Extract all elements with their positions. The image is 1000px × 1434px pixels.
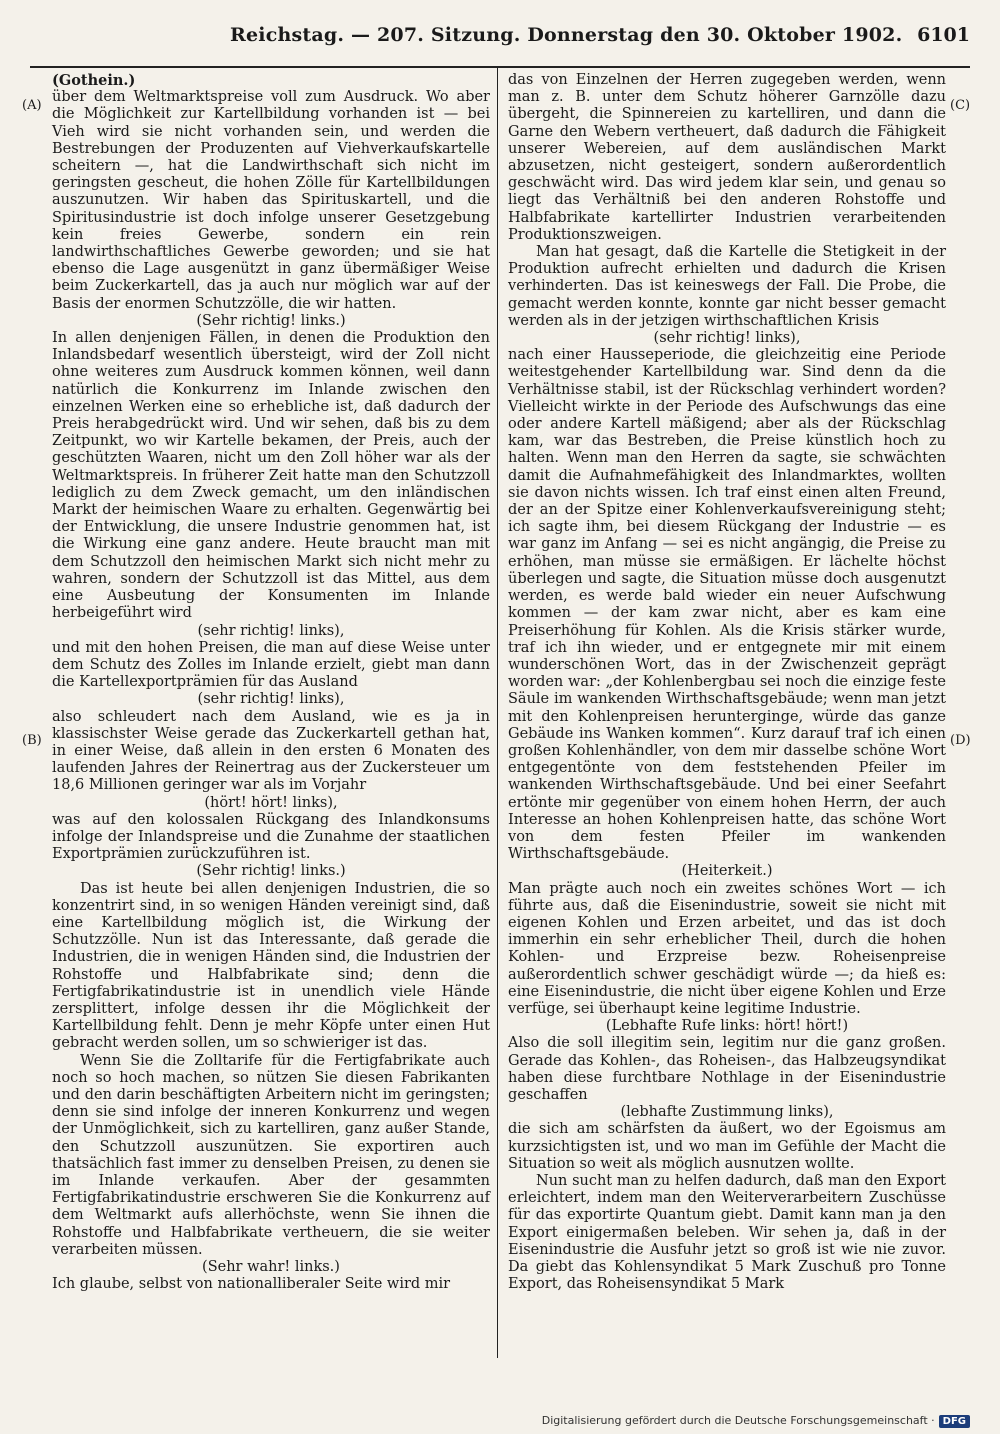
- paragraph: Nun sucht man zu helfen dadurch, daß man den Export erleichtert, indem man den Weiterverarbeitern Zuschüsse für das exportirte Quantum giebt. Damit kann man ja den Export einigermaßen beleben. Wir sehen ja, daß in der Eisenindustrie die Ausfuhr jetzt so groß ist wie nie zuvor. Da giebt das Kohlensyndikat 5 Mark Zuschuß pro Tonne Export, das Roheisensyndikat 5 Mark: [508, 1173, 946, 1293]
- paragraph: Also die soll illegitim sein, legitim nur die ganz großen. Gerade das Kohlen-, das Roheisen-, das Halbzeugsyndikat haben diese furchtbare Nothlage in der Eisenindustrie geschaffen: [508, 1035, 946, 1103]
- interjection: (lebhafte Zustimmung links),: [620, 1104, 834, 1121]
- dfg-logo: DFG: [939, 1415, 970, 1428]
- interjection: (hört! hört! links),: [204, 794, 338, 811]
- interjection: (Sehr wahr! links.): [202, 1259, 340, 1276]
- footer: [542, 1414, 970, 1428]
- interjection: (Lebhafte Rufe links: hört! hört!): [605, 1018, 849, 1035]
- paragraph: die sich am schärfsten da äußert, wo der Egoismus am kurzsichtigsten ist, und wo man im Gefühle der Macht die Situation so weit als möglich ausnutzen wollte.: [508, 1121, 946, 1172]
- interjection: (Sehr richtig! links.): [196, 863, 346, 880]
- paragraph: über dem Weltmarktspreise voll zum Ausdruck. Wo aber die Möglichkeit zur Kartellbildung vorhanden ist — bei Vieh wird sie nicht vorhanden sein, und werden die Bestrebungen der Produzenten auf Viehverkaufskartelle scheitern —, hat die Landwirthschaft sich nicht im geringsten gescheut, die hohen Zölle für Kartellbildungen auszunutzen. Wir haben das Spirituskartell, und die Spiritusindustrie ist doch infolge unserer Gesetzgebung kein freies Gewerbe, sondern ein rein landwirthschaftliches Gewerbe geworden; und sie hat ebenso die Lage ausgenützt in ganz übermäßiger Weise beim Zuckerkartell, das ja auch nur möglich war auf der Basis der enormen Schutzzölle, die wir hatten.: [52, 89, 490, 312]
- paragraph: das von Einzelnen der Herren zugegeben werden, wenn man z. B. unter dem Schutz höherer Garnzölle dazu übergeht, die Spinnereien zu kartelliren, und dann die Garne den Webern vertheuert, daß dadurch die Fähigkeit unserer Webereien, auf dem ausländischen Markt abzusetzen, nicht gesteigert, sondern außerordentlich geschwächt wird. Das wird jedem klar sein, und genau so liegt das Verhältniß bei den anderen Rohstoffe und Halbfabrikate kartellirter Industrien verarbeitenden Produktionszweigen.: [508, 72, 946, 243]
- speaker-name: (Gothein.): [52, 72, 136, 89]
- margin-marker-d: (D): [950, 733, 971, 748]
- interjection: (sehr richtig! links),: [197, 691, 345, 708]
- paragraph: Man hat gesagt, daß die Kartelle die Stetigkeit in der Produktion aufrecht erhielten und dadurch die Krisen verhinderten. Das ist keineswegs der Fall. Die Probe, die gemacht werden konnte, konnte gar nicht besser gemacht werden als in der jetzigen wirthschaftlichen Krisis: [508, 244, 946, 329]
- interjection: (sehr richtig! links),: [653, 330, 801, 347]
- running-title: Reichstag. — 207. Sitzung. Donnerstag den 30. Oktober 1902.: [230, 24, 903, 46]
- page-header: [30, 14, 970, 68]
- column-divider: [497, 68, 498, 1358]
- interjection: (sehr richtig! links),: [197, 622, 345, 639]
- interjection: (Sehr richtig! links.): [196, 312, 346, 329]
- margin-marker-a: (A): [22, 98, 42, 113]
- paragraph: was auf den kolossalen Rückgang des Inlandkonsums infolge der Inlandspreise und die Zunahme der staatlichen Exportprämien zurückzuführen ist.: [52, 811, 490, 863]
- paragraph: Das ist heute bei allen denjenigen Industrien, die so konzentrirt sind, in so wenigen Händen vereinigt sind, daß eine Kartellbildung möglich ist, die Wirkung der Schutzzölle. Nun ist das Interessante, daß gerade die Industrien, die in wenigen Händen sind, die Industrien der Rohstoffe und Halbfabrikate sind; denn die Fertigfabrikatindustrie ist in unendlich viele Hände zersplittert, infolge dessen ihr die Möglichkeit der Kartellbildung fehlt. Denn je mehr Köpfe unter einen Hut gebracht werden sollen, um so schwieriger ist das.: [52, 880, 490, 1052]
- paragraph: In allen denjenigen Fällen, in denen die Produktion den Inlandsbedarf wesentlich übersteigt, wird der Zoll nicht ohne weiteres zum Ausdruck kommen können, weil dann natürlich die Konkurrenz im Inlande zwischen den einzelnen Werken eine so erhebliche ist, daß dadurch der Preis herabgedrückt wird. Und wir sehen, daß bis zu dem Zeitpunkt, wo wir Kartelle bekamen, der Preis, auch der geschützten Waaren, nicht um den Zoll höher war als der Weltmarktspreis. In früherer Zeit hatte man den Schutzzoll lediglich zu dem Zweck gemacht, um den inländischen Markt der heimischen Waare zu erhalten. Gegenwärtig bei der Entwicklung, die unsere Industrie genommen hat, ist die Wirkung eine ganz andere. Heute braucht man mit dem Schutzzoll den heimischen Markt sich nicht mehr zu wahren, sondern der Schutzzoll ist das Mittel, aus dem eine Ausbeutung der Konsumenten im Inlande herbeigeführt wird: [52, 330, 490, 622]
- interjection: (Heiterkeit.): [681, 863, 773, 880]
- left-column: [52, 72, 490, 1293]
- footer-credit: Digitalisierung gefördert durch die Deutsche Forschungsgemeinschaft ·: [541, 1414, 935, 1427]
- page-number: 6101: [917, 24, 970, 46]
- margin-marker-b: (B): [22, 733, 42, 748]
- header-rule: [30, 66, 970, 68]
- paragraph: nach einer Hausseperiode, die gleichzeitig eine Periode weitestgehender Kartellbildung war. Sind denn da die Verhältnisse stabil, ist der Rückschlag verhindert worden? Vielleicht wirkte in der Periode des Aufschwungs das eine oder andere Kartell mäßigend; aber als der Rückschlag kam, war das Bestreben, die Preise künstlich hoch zu halten. Wenn man den Herren da sagte, sie schwächten damit die Aufnahmefähigkeit des Inlandmarktes, wollten sie davon nichts wissen. Ich traf einst einen alten Freund, der an der Spitze einer Kohlenverkaufsvereinigung steht; ich sagte ihm, bei diesem Rückgang der Industrie — es war ganz im Anfang — sei es nicht angängig, die Preise zu erhöhen, man müsse sie ermäßigen. Er lächelte höchst überlegen und sagte, die Situation müsse doch ausgenutzt werden, es werde bald wieder ein neuer Aufschwung kommen — der kam zwar nicht, aber es kam eine Preiserhöhung für Kohlen. Als die Krisis stärker wurde, traf ich ihn wieder, und er entgegnete mir mit einem wunderschönen Wort, das in der Zwischenzeit geprägt worden war: „der Kohlenbergbau sei noch die einzige feste Säule im wankenden Wirthschaftsgebäude; wenn man jetzt mit den Kohlenpreisen herunterginge, würde das ganze Gebäude ins Wanken kommen“. Kurz darauf traf ich einen großen Kohlenhändler, von dem mir dasselbe schöne Wort entgegentönte von dem feststehenden Pfeiler im wankenden Wirthschaftsgebäude. Und bei einer Seefahrt ertönte mir gegenüber von einem hohen Herrn, der auch Interesse an hohen Kohlenpreisen hatte, das schöne Wort von dem festen Pfeiler im wankenden Wirthschaftsgebäude.: [508, 347, 946, 863]
- paragraph: also schleudert nach dem Ausland, wie es ja in klassischster Weise gerade das Zuckerkartell gethan hat, in einer Weise, daß allein in den ersten 6 Monaten des laufenden Jahres der Reinertrag aus der Zuckersteuer um 18,6 Millionen geringer war als im Vorjahr: [52, 708, 490, 794]
- margin-marker-c: (C): [950, 98, 971, 113]
- paragraph: Man prägte auch noch ein zweites schönes Wort — ich führte aus, daß die Eisenindustrie, soweit sie nicht mit eigenen Kohlen und Erzen arbeitet, und das ist doch immerhin ein sehr erheblicher Theil, durch die hohen Kohlen- und Erzpreise bezw. Roheisenpreise außerordentlich schwer geschädigt würde —; da hieß es: eine Eisenindustrie, die nicht über eigene Kohlen und Erze verfüge, sei überhaupt keine legitime Industrie.: [508, 880, 946, 1017]
- paragraph: und mit den hohen Preisen, die man auf diese Weise unter dem Schutz des Zolles im Inlande erzielt, giebt man dann die Kartellexportprämien für das Ausland: [52, 639, 490, 691]
- right-column: [508, 72, 946, 1293]
- paragraph: Ich glaube, selbst von nationalliberaler Seite wird mir: [52, 1276, 451, 1293]
- paragraph: Wenn Sie die Zolltarife für die Fertigfabrikate auch noch so hoch machen, so nützen Sie diesen Fabrikanten und den darin beschäftigten Arbeitern nicht im geringsten; denn sie sind infolge der inneren Konkurrenz und wegen der Unmöglichkeit, sich zu kartelliren, ganz außer Stande, den Schutzzoll auszunützen. Sie exportiren auch thatsächlich fast immer zu denselben Preisen, zu denen sie im Inlande verkaufen. Aber der gesammten Fertigfabrikatindustrie erschweren Sie die Konkurrenz auf dem Weltmarkt aufs allerhöchste, wenn Sie ihnen die Rohstoffe und Halbfabrikate vertheuern, die sie weiter verarbeiten müssen.: [52, 1052, 490, 1258]
